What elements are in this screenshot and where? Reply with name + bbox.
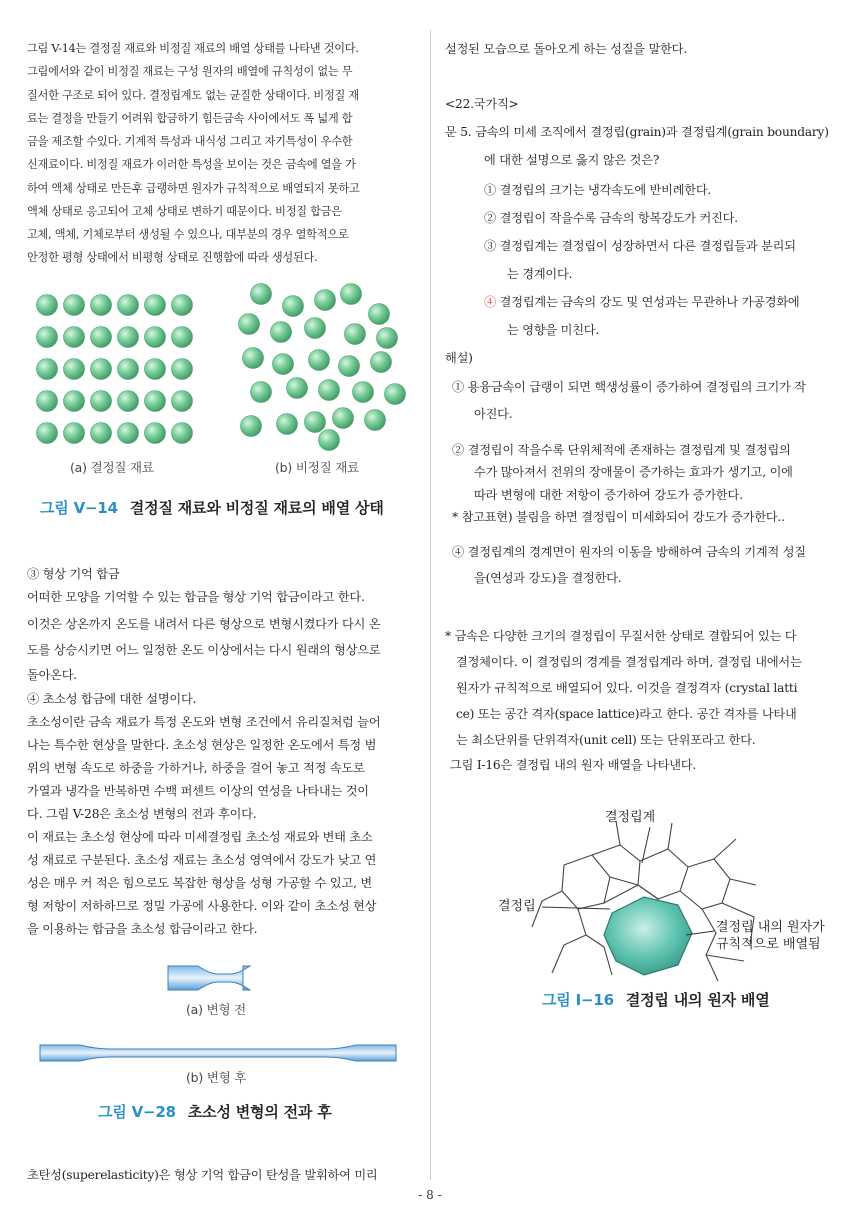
- fig16-title: [542, 989, 770, 1010]
- atom: [287, 378, 308, 399]
- text-line: 금을 제조할 수있다. 기계적 특성과 내식성 그리고 자기특성이 우수한: [27, 135, 353, 148]
- shape-memory-heading: ③ 형상 기억 합금: [27, 567, 120, 581]
- explanation-4-cont: 을(연성과 강도)을 결정한다.: [474, 571, 622, 585]
- atom: [64, 423, 85, 444]
- fig14-title: [40, 497, 384, 518]
- atom: [385, 384, 406, 405]
- explanation-2-cont: 따라 변형에 대한 저항이 증가하여 강도가 증가한다.: [474, 488, 743, 502]
- dogbone-specimen-after: [40, 1045, 396, 1061]
- text-line: 하여 액체 상태로 만든후 급랭하면 원자가 규칙적으로 배열되지 못하고: [27, 182, 360, 195]
- atom: [369, 304, 390, 325]
- explanation-2: ② 결정립이 작을수록 단위체적에 존재하는 결정립계 및 결정립의: [452, 443, 791, 457]
- atom: [251, 382, 272, 403]
- text-line: 어떠한 모양을 기억할 수 있는 합금을 형상 기억 합금이라고 한다.: [27, 590, 365, 604]
- atom: [339, 356, 360, 377]
- text-line: 고체, 액체, 기체로부터 생성될 수 있으나, 대부분의 경우 열학적으로: [27, 228, 349, 241]
- atom: [37, 423, 58, 444]
- explanation-4: ④ 결정립계의 경계면이 원자의 이동을 방해하여 금속의 기계적 성질: [452, 545, 806, 559]
- text-line: 이 재료는 초소성 현상에 따라 미세결정립 초소성 재료와 변태 초소: [27, 830, 373, 844]
- atom: [309, 350, 330, 371]
- atom: [118, 423, 139, 444]
- atom: [251, 284, 272, 305]
- text-line: 돌아온다.: [27, 668, 77, 682]
- atom: [319, 430, 340, 451]
- atom: [118, 295, 139, 316]
- text-line: ce) 또는 공간 격자(space lattice)라고 한다. 공간 격자를 나타내: [456, 707, 797, 721]
- exam-source: <22.국가직>: [445, 97, 519, 111]
- text-line: 결정체이다. 이 결정립의 경계를 결정립계라 하며, 결정립 내에서는: [456, 655, 802, 669]
- atom: [64, 359, 85, 380]
- text-line: 도를 상승시키면 어느 일정한 온도 이상에서는 다시 원래의 형상으로: [27, 643, 381, 657]
- atom: [145, 359, 166, 380]
- text-line: 가열과 냉각을 반복하면 수백 퍼센트 이상의 연성을 나타내는 것이: [27, 784, 369, 798]
- fig28-caption-a: (a) 변형 전: [186, 1002, 246, 1017]
- atom: [37, 327, 58, 348]
- atom: [172, 423, 193, 444]
- text-line: 질서한 구조로 되어 있다. 결정립계도 없는 균질한 상태이다. 비정질 재: [27, 89, 359, 102]
- fig28-caption-b: (b) 변형 후: [186, 1070, 247, 1085]
- superplastic-heading: ④ 초소성 합금에 대한 설명이다.: [27, 692, 197, 706]
- atom: [64, 295, 85, 316]
- question-stem: 문 5. 금속의 미세 조직에서 결정립(grain)과 결정립계(grain boundary): [445, 125, 829, 139]
- text-line: 그림 V-14는 결정질 재료와 비정질 재료의 배열 상태를 나타낸 것이다.: [27, 42, 359, 55]
- atom: [345, 324, 366, 345]
- text-line: * 금속은 다양한 크기의 결정립이 무질서한 상태로 결합되어 있는 다: [445, 629, 797, 643]
- label-atoms-line2: 규칙적으로 배열됨: [716, 937, 821, 952]
- atom: [277, 414, 298, 435]
- atom: [172, 327, 193, 348]
- explanation-1: ① 용융금속이 급랭이 되면 핵생성률이 증가하여 결정립의 크기가 작: [452, 380, 806, 394]
- atom: [37, 359, 58, 380]
- option-4-cont: 는 영향을 미친다.: [507, 323, 600, 337]
- option-3-cont: 는 경계이다.: [507, 267, 573, 281]
- figure-title-text: 결정립 내의 원자 배열: [625, 991, 770, 1009]
- answer-marker: ④: [484, 295, 496, 309]
- atom: [91, 423, 112, 444]
- dogbone-specimen-before: [168, 966, 250, 990]
- atom: [365, 410, 386, 431]
- crystalline-lattice: [37, 295, 193, 444]
- text-line: 을 이용하는 합금을 초소성 합금이라고 한다.: [27, 922, 258, 936]
- figure-number: 그림 V−28: [98, 1103, 176, 1121]
- page-number: - 8 -: [418, 1188, 442, 1202]
- label-grain-boundary: 결정립계: [605, 810, 656, 825]
- atom: [243, 348, 264, 369]
- atom: [91, 391, 112, 412]
- text-line: 액체 상태로 응고되어 고체 상태로 변하기 때문이다. 비정질 합금은: [27, 205, 342, 218]
- text-line: 그림에서와 같이 비정질 재료는 구성 원자의 배열에 규칙성이 없는 무: [27, 65, 353, 78]
- atom: [37, 295, 58, 316]
- atom: [305, 318, 326, 339]
- text-line: 안정한 평형 상태에서 비평형 상태로 진행함에 따라 생성된다.: [27, 251, 318, 264]
- atom-arrangement-diagram: [25, 280, 425, 460]
- label-grain: 결정립: [498, 899, 536, 914]
- atom: [118, 359, 139, 380]
- grain-structure-diagram: [492, 805, 825, 985]
- text-line: 위의 변형 속도로 하중을 가하거나, 하중을 걸어 놓고 적정 속도로: [27, 761, 365, 775]
- option-3: ③ 결정립계는 결정립이 성장하면서 다른 결정립들과 분리되: [484, 239, 796, 253]
- highlighted-grain: [604, 897, 692, 975]
- atom: [118, 327, 139, 348]
- atom: [172, 295, 193, 316]
- atom: [145, 327, 166, 348]
- explanation-1-cont: 아진다.: [474, 407, 513, 421]
- figure-number: 그림 V−14: [40, 499, 118, 517]
- label-atoms-line1: 결정립 내의 원자가: [716, 920, 825, 935]
- atom: [315, 290, 336, 311]
- option-1: ① 결정립의 크기는 냉각속도에 반비례한다.: [484, 183, 712, 197]
- fig14-caption-b: (b) 비정질 재료: [275, 460, 360, 475]
- option-4: [484, 293, 799, 310]
- text-line: 초소성이란 금속 재료가 특정 온도와 변형 조건에서 유리질처럼 늘어: [27, 715, 381, 729]
- option-4-text: 결정립계는 금속의 강도 및 연성과는 무관하나 가공경화에: [496, 295, 800, 309]
- fig14-caption-a: (a) 결정질 재료: [70, 460, 154, 475]
- text-line: 는 최소단위를 단위격자(unit cell) 또는 단위포라고 한다.: [456, 733, 756, 747]
- superelasticity-line: 초탄성(superelasticity)은 형상 기억 합금이 탄성을 발휘하여 미리: [27, 1168, 378, 1182]
- reference-note: * 참고표현) 불림을 하면 결정립이 미세화되어 강도가 증가한다..: [452, 510, 785, 524]
- atom: [377, 328, 398, 349]
- atom: [273, 354, 294, 375]
- text-line: 그림 I-16은 결정립 내의 원자 배열을 나타낸다.: [450, 758, 697, 772]
- atom: [37, 391, 58, 412]
- atom: [239, 314, 260, 335]
- fig28-title: [98, 1101, 332, 1122]
- text-line: 성은 매우 커 적은 힘으로도 복잡한 형상을 성형 가공할 수 있고, 변: [27, 876, 372, 890]
- column-divider: [430, 30, 431, 1180]
- figure-number: 그림 I−16: [542, 991, 614, 1009]
- atom: [91, 295, 112, 316]
- atom: [341, 284, 362, 305]
- atom: [91, 327, 112, 348]
- atom: [333, 408, 354, 429]
- text-line: 이것은 상온까지 온도를 내려서 다른 형상으로 변형시켰다가 다시 온: [27, 617, 381, 631]
- amorphous-arrangement: [239, 284, 406, 451]
- atom: [64, 327, 85, 348]
- explanation-label: 해설): [445, 351, 473, 365]
- atom: [353, 382, 374, 403]
- text-line: 다. 그림 V-28은 초소성 변형의 전과 후이다.: [27, 807, 257, 821]
- atom: [271, 322, 292, 343]
- continuation-line: 설정된 모습으로 돌아오게 하는 성질을 말한다.: [445, 42, 687, 56]
- atom: [319, 380, 340, 401]
- atom: [91, 359, 112, 380]
- atom: [371, 352, 392, 373]
- text-line: 성 재료로 구분된다. 초소성 재료는 초소성 영역에서 강도가 낮고 연: [27, 853, 377, 867]
- text-line: 료는 결정을 만들기 어려워 합금하기 힘든금속 사이에서도 폭 넓게 합: [27, 112, 353, 125]
- text-line: 원자가 규칙적으로 배열되어 있다. 이것을 결정격자 (crystal latti: [456, 681, 798, 695]
- figure-title-text: 초소성 변형의 전과 후: [187, 1103, 332, 1121]
- atom: [172, 391, 193, 412]
- atom: [145, 295, 166, 316]
- option-2: ② 결정립이 작을수록 금속의 항복강도가 커진다.: [484, 211, 738, 225]
- atom: [283, 296, 304, 317]
- figure-title-text: 결정질 재료와 비정질 재료의 배열 상태: [129, 499, 384, 517]
- text-line: 형 저항이 저하하므로 정밀 가공에 사용한다. 이와 같이 초소성 현상: [27, 899, 377, 913]
- question-stem: 에 대한 설명으로 옳지 않은 것은?: [484, 153, 660, 167]
- atom: [241, 416, 262, 437]
- atom: [172, 359, 193, 380]
- atom: [145, 423, 166, 444]
- text-line: 나는 특수한 현상을 말한다. 초소성 현상은 일정한 온도에서 특정 범: [27, 738, 377, 752]
- text-line: 신재료이다. 비정질 재료가 이러한 특성을 보이는 것은 금속에 열을 가: [27, 158, 356, 171]
- atom: [118, 391, 139, 412]
- atom: [145, 391, 166, 412]
- explanation-2-cont: 수가 많아져서 전위의 장애물이 증가하는 효과가 생기고, 이에: [474, 465, 793, 479]
- atom: [305, 412, 326, 433]
- atom: [64, 391, 85, 412]
